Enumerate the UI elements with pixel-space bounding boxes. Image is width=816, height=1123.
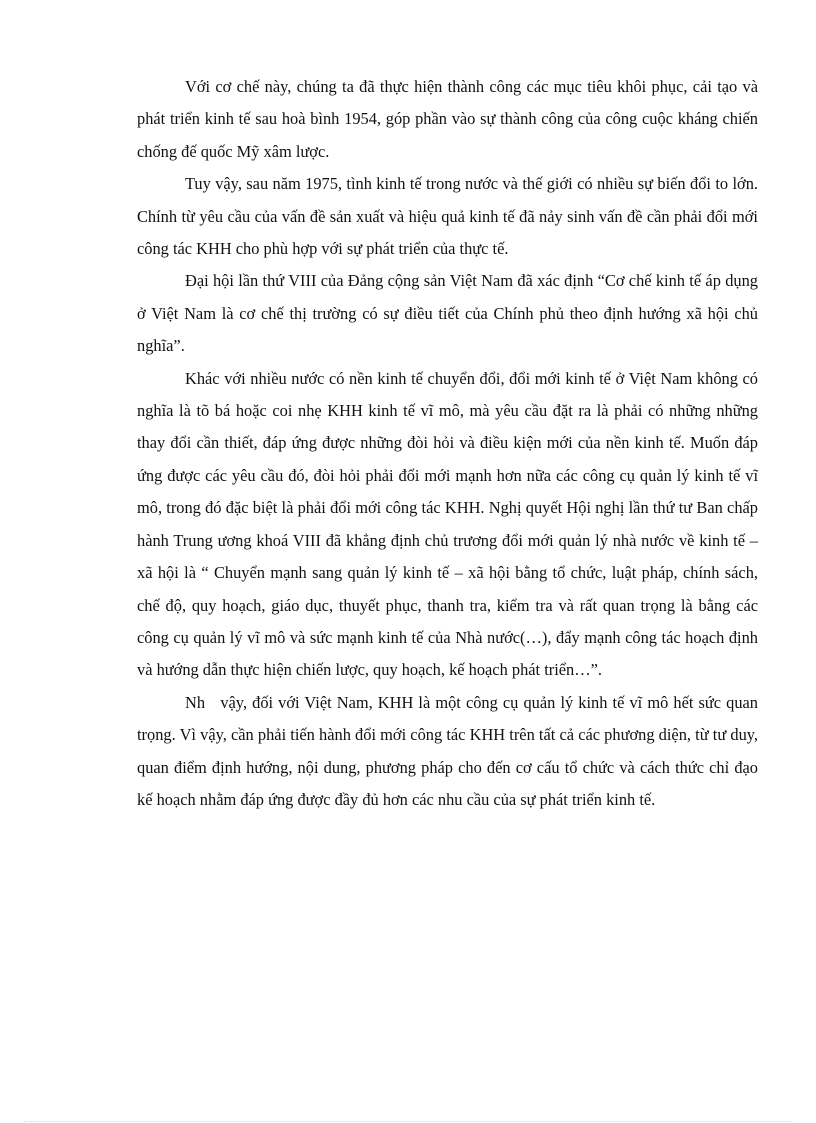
page-bottom-divider: [24, 1121, 792, 1122]
paragraph-5: Nh vậy, đối với Việt Nam, KHH là một công cụ quản lý kinh tế vĩ mô hết sức quan trọng. Vì vậy, cần phải tiến hành đổi mới công tác KHH trên tất cả các phương diện, từ tư duy, quan điểm định hướng, nội dung, phương pháp cho đến cơ cấu tổ chức và cách thức chỉ đạo kế hoạch nhằm đáp ứng được đầy đủ hơn các nhu cầu của sự phát triển kinh tế.: [137, 692, 763, 809]
paragraph-4: Khác với nhiều nước có nền kinh tế chuyển đổi, đổi mới kinh tế ở Việt Nam không có nghĩa là tõ bá hoặc coi nhẹ KHH kinh tế vĩ mô, mà yêu cầu đặt ra là phải có những những thay đổi cần thiết, đáp ứng được những đòi hỏi và điều kiện mới của nền kinh tế. Muốn đáp ứng được các yêu cầu đó, đòi hỏi phải đổi mới mạnh hơn nữa các công cụ quản lý kinh tế vĩ mô, trong đó đặc biệt là phải đổi mới công tác KHH. Nghị quyết Hội nghị lần thứ tư Ban chấp hành Trung ương khoá VIII đã khẳng định chủ trương đổi mới quản lý nhà nước về kinh tế – xã hội là “ Chuyển mạnh sang quản lý kinh tế – xã hội bằng tổ chức, luật pháp, chính sách, chế độ, quy hoạch, giáo dục, thuyết phục, thanh tra, kiểm tra và rất quan trọng là bằng các công cụ quản lý vĩ mô và sức mạnh kinh tế của Nhà nước(…), đẩy mạnh công tác hoạch định và hướng dẫn thực hiện chiến lược, quy hoạch, kế hoạch phát triển…”.: [137, 368, 758, 680]
paragraph-3: Đại hội lần thứ VIII của Đảng cộng sản Việt Nam đã xác định “Cơ chế kinh tế áp dụng ở Việt Nam là cơ chế thị trường có sự điều tiết của Chính phủ theo định hướng xã hội chủ nghĩa”.: [137, 271, 758, 356]
paragraph-1: Với cơ chế này, chúng ta đã thực hiện thành công các mục tiêu khôi phục, cải tạo và phát triển kinh tế sau hoà bình 1954, góp phần vào sự thành công của công cuộc kháng chiến chống đế quốc Mỹ xâm lược.: [137, 77, 758, 161]
body-text: [137, 71, 763, 816]
paragraph-2: Tuy vậy, sau năm 1975, tình kinh tế trong nước và thế giới có nhiều sự biến đổi to lớn. Chính từ yêu cầu của vấn đề sản xuất và hiệu quả kinh tế đã nảy sinh vấn đề cần phải đổi mới công tác KHH cho phù hợp với sự phát triển của thực tế.: [137, 174, 758, 259]
